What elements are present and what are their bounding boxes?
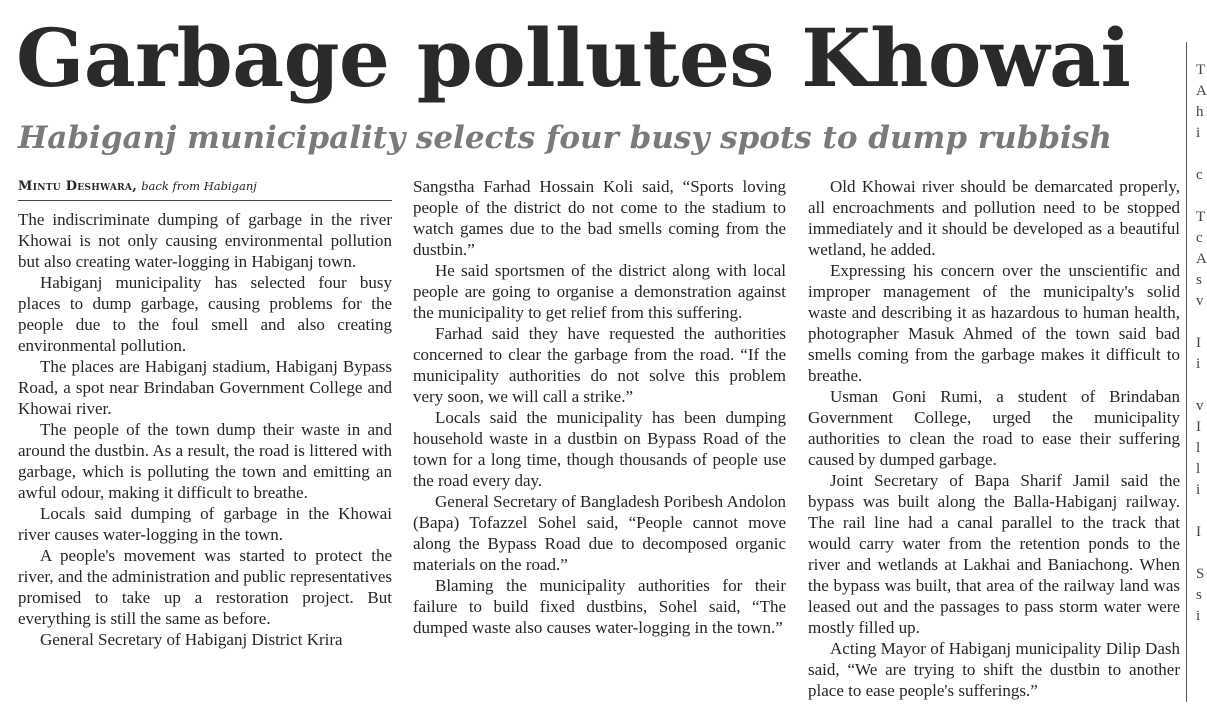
paragraph: The indiscriminate dumping of garbage in the river Khowai is not only causing environmental pollution but also creating water-logging in Habiganj town.	[18, 210, 392, 271]
edge-letter	[1196, 312, 1206, 333]
edge-letter: i	[1196, 608, 1201, 624]
edge-letter: i	[1196, 356, 1201, 372]
edge-letter: I	[1196, 419, 1201, 435]
byline	[18, 176, 392, 201]
byline-location: back from Habiganj	[141, 179, 257, 193]
edge-letter: h	[1196, 104, 1204, 120]
edge-letter: l	[1196, 461, 1201, 477]
paragraph: Blaming the municipality authorities for their failure to build fixed dustbins, Sohel said, “The dumped waste also causes water-logging in the town.”	[413, 576, 786, 637]
paragraph: Old Khowai river should be demarcated properly, all encroachments and pollution need to be stopped immediately and it should be developed as a beautiful wetland, he added.	[808, 177, 1180, 259]
paragraph: Habiganj municipality has selected four busy places to dump garbage, causing problems for the people due to the foul smell and also creating environmental pollution.	[18, 273, 392, 355]
edge-letter: T	[1196, 209, 1206, 225]
article-column-3	[808, 176, 1180, 701]
edge-letter	[1196, 186, 1206, 207]
article-column-2	[413, 176, 786, 638]
subheadline: Habiganj municipality selects four busy spots to dump rubbish	[18, 120, 1112, 156]
edge-letter: S	[1196, 566, 1205, 582]
paragraph: Usman Goni Rumi, a student of Brindaban Government College, urged the municipality authorities to clean the road to ease their suffering caused by dumped garbage.	[808, 387, 1180, 469]
edge-letter	[1196, 144, 1206, 165]
article-column-1	[18, 209, 392, 650]
paragraph: The people of the town dump their waste in and around the dustbin. As a result, the road is littered with garbage, which is polluting the town and emitting an awful odour, making it difficult to breathe.	[18, 420, 392, 502]
byline-author: Mintu Deshwara,	[18, 179, 138, 194]
paragraph: A people's movement was started to protect the river, and the administration and public representatives promised to take up a restoration project. But everything is still the same as before.	[18, 546, 392, 628]
edge-letter: T	[1196, 62, 1206, 78]
paragraph: General Secretary of Habiganj District Krira	[40, 630, 343, 649]
edge-letter	[1196, 501, 1206, 522]
edge-letter: i	[1196, 482, 1201, 498]
paragraph: Acting Mayor of Habiganj municipality Dilip Dash said, “We are trying to shift the dustbin to another place to ease people's sufferings.”	[808, 639, 1180, 700]
edge-letter: v	[1196, 398, 1204, 414]
edge-letter: A	[1196, 83, 1207, 99]
edge-letter: c	[1196, 230, 1203, 246]
paragraph: General Secretary of Bangladesh Poribesh Andolon (Bapa) Tofazzel Sohel said, “People cannot move along the Bypass Road due to decomposed organic materials on the road.”	[413, 492, 786, 574]
edge-letter: v	[1196, 293, 1204, 309]
paragraph: He said sportsmen of the district along with local people are going to organise a demonstration against the municipality to get relief from this suffering.	[413, 261, 786, 322]
edge-letter: i	[1196, 125, 1201, 141]
edge-letter: A	[1196, 251, 1207, 267]
paragraph: Expressing his concern over the unscientific and improper management of the municipalty's solid waste and describing it as hazardous to human health, photographer Masuk Ahmed of the town said bad smells coming from the garbage makes it difficult to breathe.	[808, 261, 1180, 385]
column-divider	[1186, 42, 1187, 702]
edge-letter: s	[1196, 272, 1202, 288]
edge-letter: I	[1196, 524, 1201, 540]
paragraph: The places are Habiganj stadium, Habiganj Bypass Road, a spot near Brindaban Government College and Khowai river.	[18, 357, 392, 418]
adjacent-article-edge	[1196, 60, 1206, 627]
paragraph: Locals said dumping of garbage in the Khowai river causes water-logging in the town.	[18, 504, 392, 544]
paragraph: Sangstha Farhad Hossain Koli said, “Sports loving people of the district do not come to the stadium to watch games due to the bad smells coming from the dustbin.”	[413, 177, 786, 259]
paragraph: Joint Secretary of Bapa Sharif Jamil said the bypass was built along the Balla-Habiganj railway. The rail line had a canal parallel to the track that would carry water from the retention ponds to the river and wetlands at Lakhai and Baniachong. When the bypass was built, that area of the railway land was leased out and the passages to pass storm water were mostly filled up.	[808, 471, 1180, 637]
headline: Garbage pollutes Khowai	[16, 11, 1131, 105]
edge-letter: I	[1196, 335, 1201, 351]
paragraph: Locals said the municipality has been dumping household waste in a dustbin on Bypass Road of the town for a long time, though thousands of people use the road every day.	[413, 408, 786, 490]
edge-letter: s	[1196, 587, 1202, 603]
edge-letter	[1196, 543, 1206, 564]
edge-letter: c	[1196, 167, 1203, 183]
edge-letter: l	[1196, 440, 1201, 456]
paragraph: Farhad said they have requested the authorities concerned to clear the garbage from the road. “If the municipality authorities do not solve this problem very soon, we will call a strike.”	[413, 324, 786, 406]
edge-letter	[1196, 375, 1206, 396]
